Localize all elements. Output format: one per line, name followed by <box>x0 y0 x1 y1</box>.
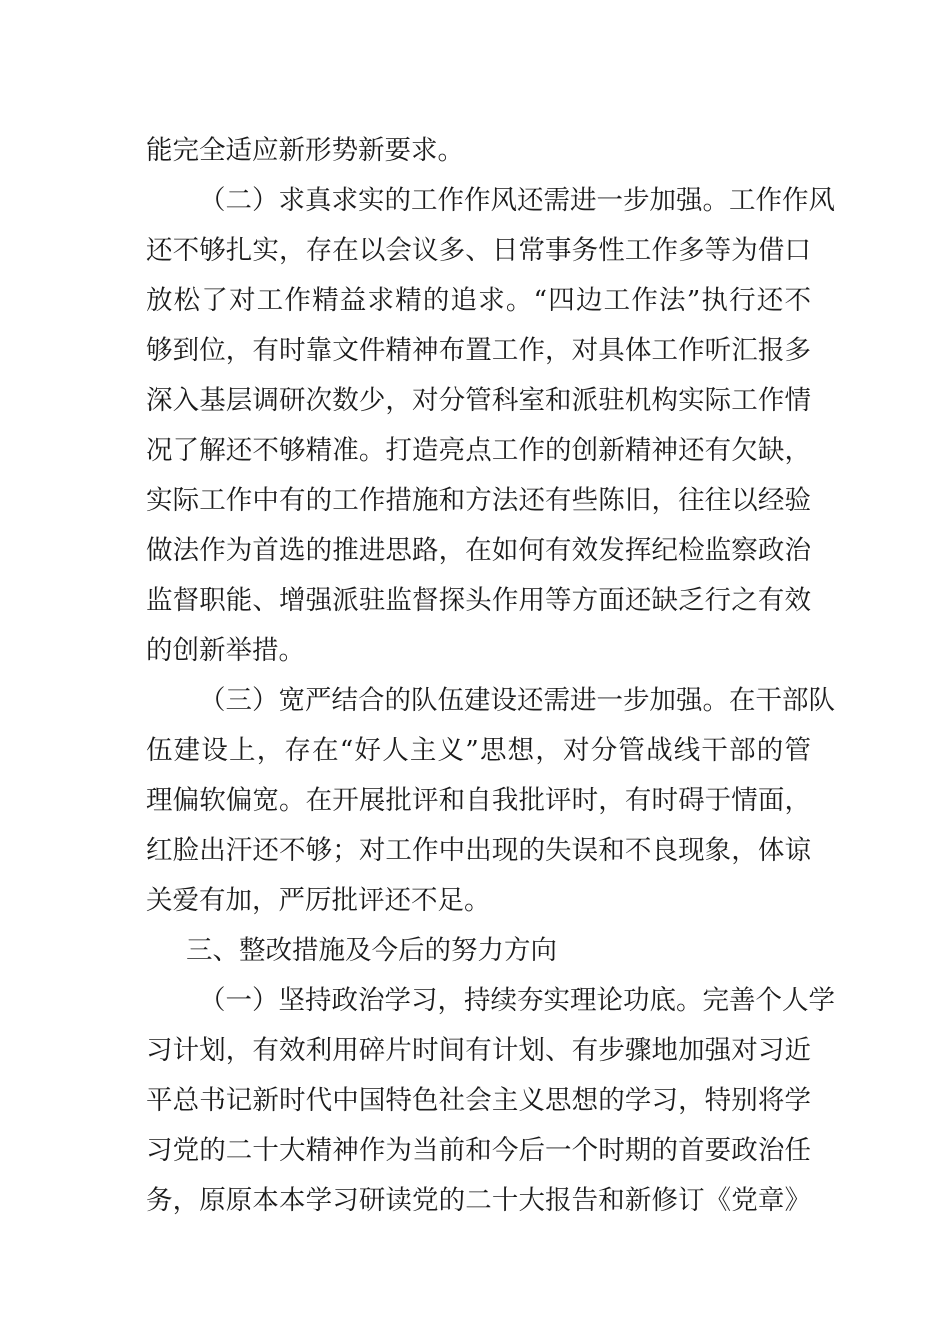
text-line: 关爱有加，严厉批评还不足。 <box>146 885 491 916</box>
text-line: 实际工作中有的工作措施和方法还有些陈旧，往往以经验 <box>146 485 811 516</box>
chapter-heading: 三、整改措施及今后的努力方向 <box>186 935 557 966</box>
section-heading-line: （一）坚持政治学习，持续夯实理论功底。完善个人学 <box>199 985 835 1016</box>
text-line: 够到位，有时靠文件精神布置工作，对具体工作听汇报多 <box>146 335 811 366</box>
text-line: 伍建设上，存在“好人主义”思想，对分管战线干部的管 <box>146 735 811 766</box>
text-line: 做法作为首选的推进思路，在如何有效发挥纪检监察政治 <box>146 535 811 566</box>
section-heading-line: （二）求真求实的工作作风还需进一步加强。工作作风 <box>199 185 835 216</box>
text-line: 红脸出汗还不够；对工作中出现的失误和不良现象，体谅 <box>146 835 811 866</box>
section-heading-line: （三）宽严结合的队伍建设还需进一步加强。在干部队 <box>199 685 835 716</box>
body-text <box>146 126 835 1226</box>
text-line: 深入基层调研次数少，对分管科室和派驻机构实际工作情 <box>146 385 811 416</box>
text-line: 况了解还不够精准。打造亮点工作的创新精神还有欠缺， <box>146 435 811 466</box>
text-line: 理偏软偏宽。在开展批评和自我批评时，有时碍于情面， <box>146 785 811 816</box>
text-line: 监督职能、增强派驻监督探头作用等方面还缺乏行之有效 <box>146 585 811 616</box>
text-line: 还不够扎实，存在以会议多、日常事务性工作多等为借口 <box>146 235 811 266</box>
text-line: 平总书记新时代中国特色社会主义思想的学习，特别将学 <box>146 1085 811 1116</box>
text-line: 务，原原本本学习研读党的二十大报告和新修订《党章》 <box>146 1185 811 1216</box>
text-line: 习党的二十大精神作为当前和今后一个时期的首要政治任 <box>146 1135 811 1166</box>
text-line: 能完全适应新形势新要求。 <box>146 135 464 166</box>
text-line: 习计划，有效利用碎片时间有计划、有步骤地加强对习近 <box>146 1035 811 1066</box>
text-line: 放松了对工作精益求精的追求。“四边工作法”执行还不 <box>146 285 811 316</box>
text-line: 的创新举措。 <box>146 635 305 666</box>
